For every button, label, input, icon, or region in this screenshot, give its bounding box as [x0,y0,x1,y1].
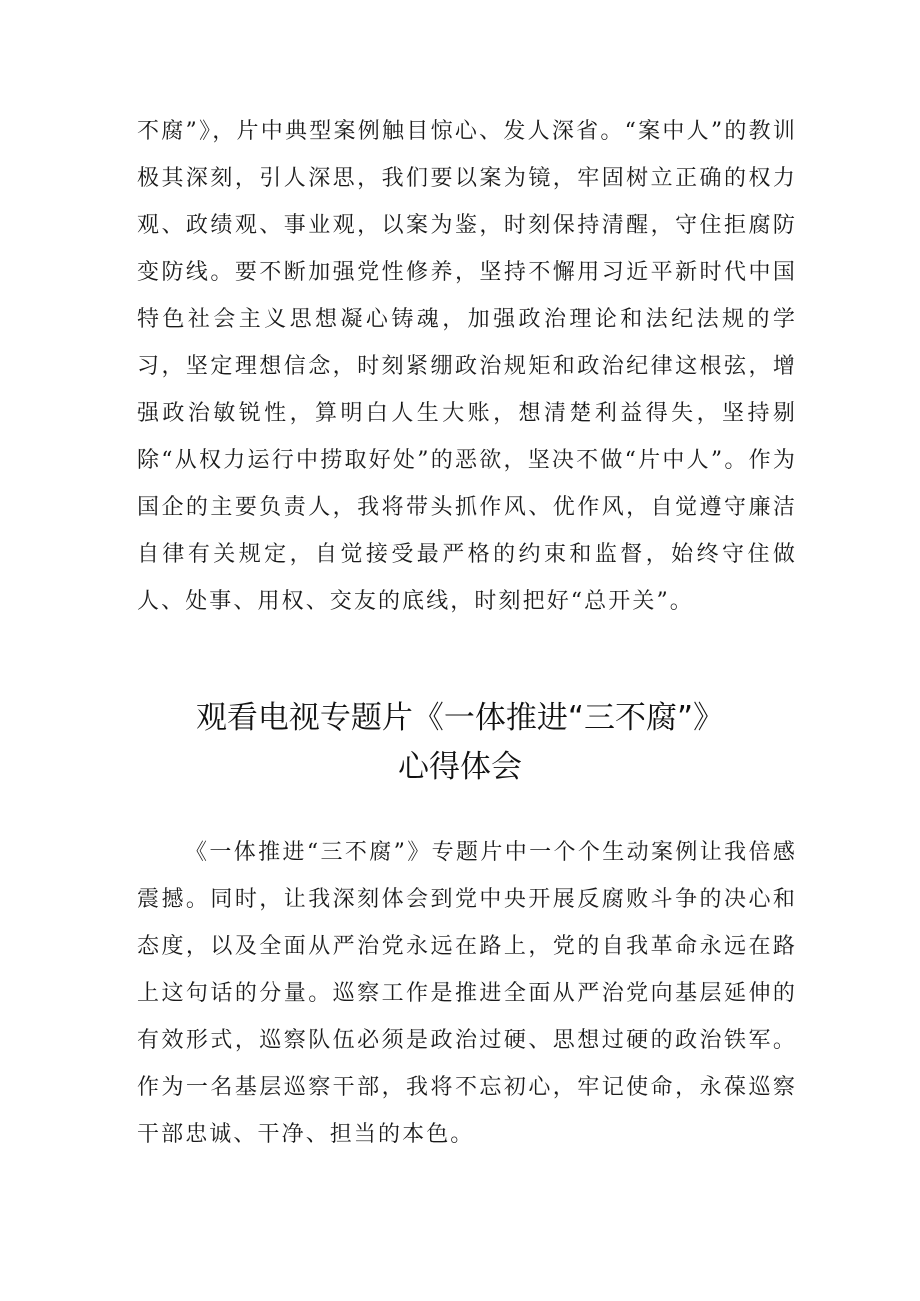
section-title-line-2: 心得体会 [398,749,522,785]
section-title-line-1: 观看电视专题片《一体推进“三不腐”》 [195,700,725,736]
body-paragraph-continued: 不腐”》，片中典型案例触目惊心、发人深省。“案中人”的教训极其深刻，引人深思，我们要以案为镜，牢固树立正确的权力观、政绩观、事业观，以案为鉴，时刻保持清醒，守住拒腐防变防线。要不断加强党性修养，坚持不懈用习近平新时代中国特色社会主义思想凝心铸魂，加强政治理论和法纪法规的学习，坚定理想信念，时刻紧绷政治规矩和政治纪律这根弦，增强政治敏锐性，算明白人生大账，想清楚利益得失，坚持剔除“从权力运行中捞取好处”的恶欲，坚决不做“片中人”。作为国企的主要负责人，我将带头抓作风、优作风，自觉遵守廉洁自律有关规定，自觉接受最严格的约束和监督，始终守住做人、处事、用权、交友的底线，时刻把好“总开关”。 [137,119,797,614]
section-title [60,694,860,792]
body-paragraph: 《一体推进“三不腐”》专题片中一个个生动案例让我倍感震撼。同时，让我深刻体会到党中央开展反腐败斗争的决心和态度，以及全面从严治党永远在路上，党的自我革命永远在路上这句话的分量。巡察工作是推进全面从严治党向基层延伸的有效形式，巡察队伍必须是政治过硬、思想过硬的政治铁军。作为一名基层巡察干部，我将不忘初心，牢记使命，永葆巡察干部忠诚、干净、担当的本色。 [137,840,797,1147]
